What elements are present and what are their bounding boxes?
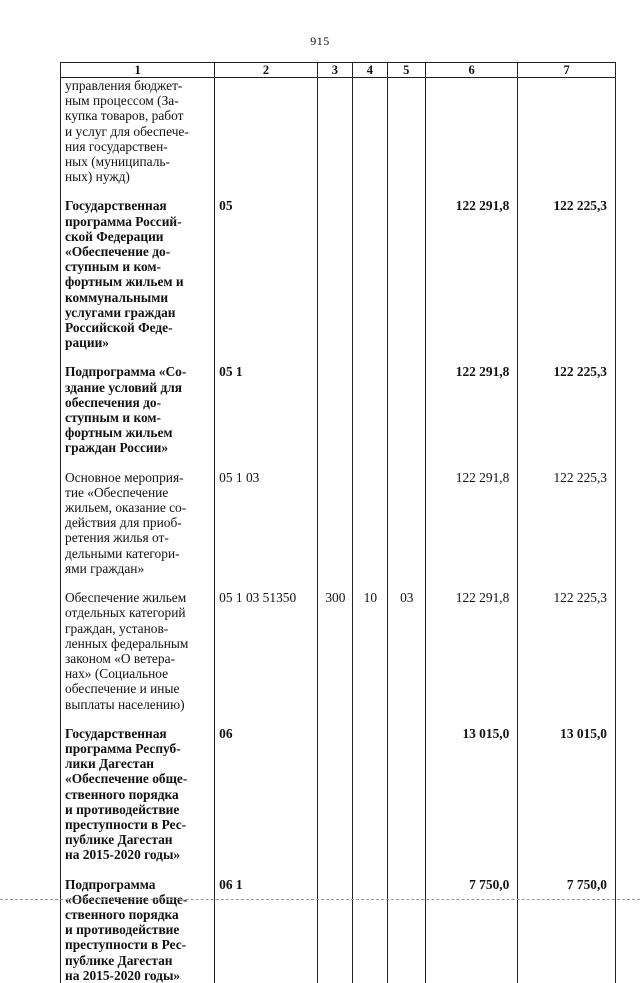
row-sum-col6: 7 750,0 — [425, 877, 518, 983]
row-sum-col7: 122 225,3 — [518, 198, 616, 350]
spacer-cell — [61, 184, 215, 198]
row-name: Подпрограмма «Обеспечение обще- ственного порядка и противодействие преступности в Рес- публике Дагестан на 2015-2020 годы» — [61, 877, 215, 983]
row-sum-col6 — [425, 78, 518, 185]
spacer-cell — [387, 576, 425, 590]
row-section — [352, 198, 387, 350]
row-name: управления бюджет- ным процессом (За- купка товаров, работ и услуг для обеспече- ния государствен- ных (муниципаль- ных) нужд) — [61, 78, 215, 185]
row-sum-col6: 122 291,8 — [425, 590, 518, 712]
row-sum-col7: 7 750,0 — [518, 877, 616, 983]
spacer-cell — [425, 350, 518, 364]
row-sum-col7: 13 015,0 — [518, 726, 616, 863]
spacer-cell — [215, 350, 318, 364]
spacer-cell — [518, 184, 616, 198]
spacer-cell — [215, 863, 318, 877]
spacer-cell — [425, 712, 518, 726]
table-row — [61, 726, 616, 863]
row-name: Государственная программа Респуб- лики Дагестан «Обеспечение обще- ственного порядка и противодействие преступности в Рес- публике Дагестан на 2015-2020 годы» — [61, 726, 215, 863]
row-sum-col7: 122 225,3 — [518, 364, 616, 455]
table-row — [61, 78, 616, 185]
spacer-cell — [352, 350, 387, 364]
row-name: Подпрограмма «Со- здание условий для обеспечения до- ступным и ком- фортным жильем граждан России» — [61, 364, 215, 455]
row-code: 05 1 03 51350 — [215, 590, 318, 712]
spacer-cell — [387, 184, 425, 198]
row-section — [352, 78, 387, 185]
table-row — [61, 470, 616, 576]
row-section — [352, 726, 387, 863]
spacer-cell — [425, 184, 518, 198]
row-subsection — [387, 470, 425, 576]
row-section — [352, 877, 387, 983]
row-type — [317, 78, 352, 185]
spacer-cell — [518, 456, 616, 470]
row-spacer — [61, 184, 616, 198]
spacer-cell — [215, 712, 318, 726]
spacer-cell — [352, 576, 387, 590]
row-subsection — [387, 198, 425, 350]
row-code — [215, 78, 318, 185]
row-name: Обеспечение жильем отдельных категорий граждан, установ- ленных федеральным законом «О ветера- нах» (Социальное обеспечение и иные выплаты населению) — [61, 590, 215, 712]
row-sum-col6: 122 291,8 — [425, 198, 518, 350]
spacer-cell — [215, 184, 318, 198]
row-sum-col6: 13 015,0 — [425, 726, 518, 863]
spacer-cell — [387, 350, 425, 364]
row-spacer — [61, 456, 616, 470]
row-section — [352, 364, 387, 455]
row-type: 300 — [317, 590, 352, 712]
row-code: 05 1 03 — [215, 470, 318, 576]
spacer-cell — [425, 576, 518, 590]
row-spacer — [61, 350, 616, 364]
row-code: 05 1 — [215, 364, 318, 455]
table-row — [61, 877, 616, 983]
column-header-2: 2 — [215, 63, 318, 78]
row-code: 06 1 — [215, 877, 318, 983]
row-code: 05 — [215, 198, 318, 350]
column-header-7: 7 — [518, 63, 616, 78]
row-subsection — [387, 364, 425, 455]
column-header-5: 5 — [387, 63, 425, 78]
spacer-cell — [61, 863, 215, 877]
spacer-cell — [61, 576, 215, 590]
row-type — [317, 470, 352, 576]
table-row — [61, 198, 616, 350]
spacer-cell — [317, 184, 352, 198]
row-code: 06 — [215, 726, 318, 863]
spacer-cell — [387, 863, 425, 877]
row-spacer — [61, 576, 616, 590]
row-subsection — [387, 78, 425, 185]
column-header-6: 6 — [425, 63, 518, 78]
header-row — [61, 63, 616, 78]
row-type — [317, 364, 352, 455]
page-number: 915 — [310, 34, 330, 48]
spacer-cell — [518, 863, 616, 877]
column-header-3: 3 — [317, 63, 352, 78]
row-name: Основное мероприя- тие «Обеспечение жильем, оказание со- действия для приоб- ретения жилья от- дельными категори- ями граждан» — [61, 470, 215, 576]
spacer-cell — [387, 456, 425, 470]
spacer-cell — [317, 456, 352, 470]
row-subsection: 03 — [387, 590, 425, 712]
row-type — [317, 877, 352, 983]
page-bottom-edge — [0, 899, 640, 900]
budget-table — [60, 62, 616, 983]
spacer-cell — [518, 576, 616, 590]
spacer-cell — [215, 576, 318, 590]
spacer-cell — [425, 863, 518, 877]
row-sum-col7 — [518, 78, 616, 185]
spacer-cell — [317, 863, 352, 877]
table-row — [61, 364, 616, 455]
spacer-cell — [387, 712, 425, 726]
spacer-cell — [352, 184, 387, 198]
row-subsection — [387, 877, 425, 983]
column-header-4: 4 — [352, 63, 387, 78]
spacer-cell — [61, 712, 215, 726]
row-type — [317, 198, 352, 350]
spacer-cell — [61, 456, 215, 470]
spacer-cell — [352, 712, 387, 726]
row-subsection — [387, 726, 425, 863]
row-section: 10 — [352, 590, 387, 712]
spacer-cell — [518, 712, 616, 726]
row-name: Государственная программа Россий- ской Федерации «Обеспечение до- ступным и ком- фортным жильем и коммунальными услугами граждан Российской Феде- рации» — [61, 198, 215, 350]
spacer-cell — [352, 863, 387, 877]
row-sum-col7: 122 225,3 — [518, 590, 616, 712]
row-spacer — [61, 863, 616, 877]
spacer-cell — [215, 456, 318, 470]
row-spacer — [61, 712, 616, 726]
spacer-cell — [317, 576, 352, 590]
spacer-cell — [61, 350, 215, 364]
row-type — [317, 726, 352, 863]
column-header-1: 1 — [61, 63, 215, 78]
spacer-cell — [425, 456, 518, 470]
table-row — [61, 590, 616, 712]
spacer-cell — [317, 350, 352, 364]
row-section — [352, 470, 387, 576]
row-sum-col7: 122 225,3 — [518, 470, 616, 576]
spacer-cell — [317, 712, 352, 726]
row-sum-col6: 122 291,8 — [425, 364, 518, 455]
spacer-cell — [352, 456, 387, 470]
row-sum-col6: 122 291,8 — [425, 470, 518, 576]
spacer-cell — [518, 350, 616, 364]
